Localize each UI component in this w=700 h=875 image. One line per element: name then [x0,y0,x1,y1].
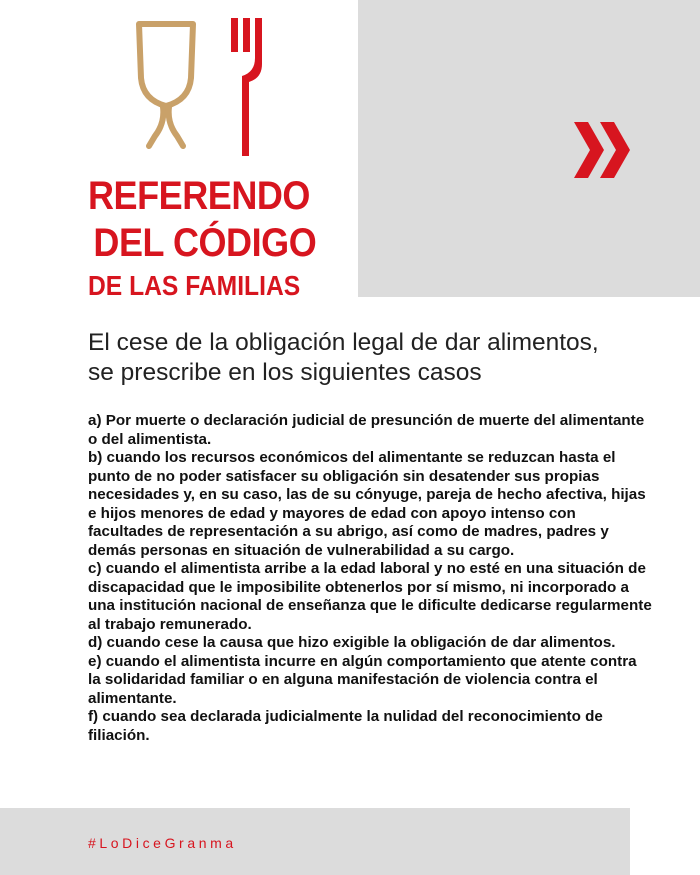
title-line-2: DEL CÓDIGO [93,221,317,265]
case-c: c) cuando el alimentista arribe a la edad laboral y no esté en una situación de discapacidad que le imposibilite obtenerlos por sí mismo, ni incorporado a una institución nacional de enseñanza que le dificulte dedicarse regularmente al trabajo remunerado. [88,560,652,633]
double-chevron-right-icon [574,118,636,182]
case-a: a) Por muerte o declaración judicial de presunción de muerte del alimentante o del alimentista. [88,412,645,448]
case-e: e) cuando el alimentista incurre en algún comportamiento que atente contra la solidaridad familiar o en alguna manifestación de violencia contra el alimentante. [88,652,637,707]
subtitle-line-2: se prescribe en los siguientes casos [88,359,482,386]
subtitle [88,328,668,388]
page-title [88,176,342,300]
top-gray-panel [358,0,700,297]
wine-glass-fork-icon [135,18,275,158]
case-d: d) cuando cese la causa que hizo exigible la obligación de dar alimentos. [88,634,616,651]
cases-list [88,412,653,745]
title-line-1: REFERENDO [88,174,310,218]
hashtag[interactable]: #LoDiceGranma [88,835,237,851]
title-line-3: DE LAS FAMILIAS [88,270,301,301]
subtitle-line-1: El cese de la obligación legal de dar alimentos, [88,329,599,356]
case-b: b) cuando los recursos económicos del alimentante se reduzcan hasta el punto de no poder satisfacer su obligación sin desatender sus propias necesidades y, en su caso, las de su cónyuge, pareja de hecho afectiva, hijas e hijos menores de edad y mayores de edad con apoyo intenso con facultades de representación a su abrigo, así como de madres, padres y demás personas en situación de vulnerabilidad a su cargo. [88,449,646,559]
case-f: f) cuando sea declarada judicialmente la nulidad del reconocimiento de filiación. [88,708,603,744]
